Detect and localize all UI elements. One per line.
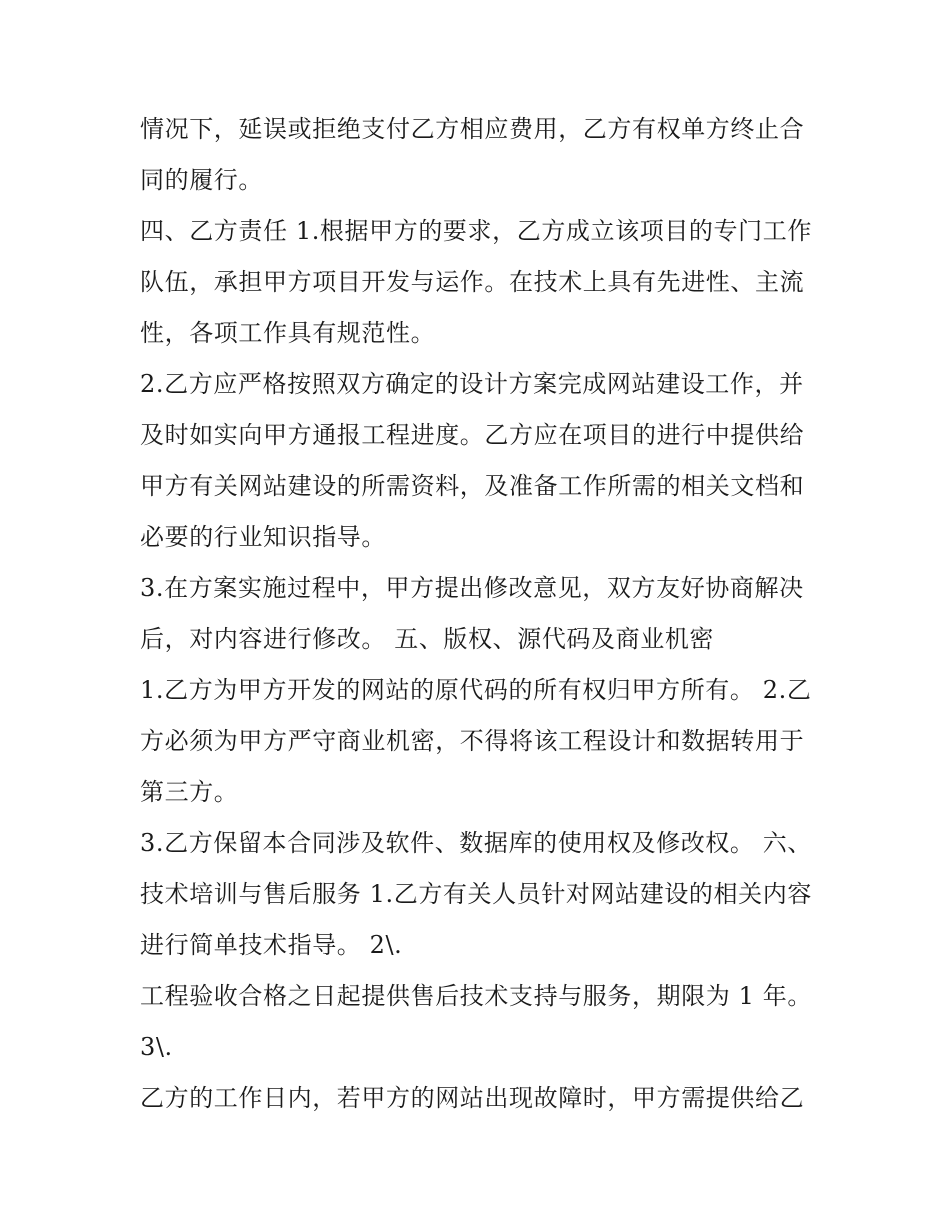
text-line: 性，各项工作具有规范性。 — [140, 319, 436, 347]
text-line: 乙方的工作日内，若甲方的网站出现故障时，甲方需提供给乙 — [140, 1084, 805, 1112]
text-line: 方必须为甲方严守商业机密，不得将该工程设计和数据转用于 — [140, 727, 805, 755]
text-line: 后，对内容进行修改。 五、版权、源代码及商业机密 — [140, 625, 715, 653]
text-line: 情况下，延误或拒绝支付乙方相应费用，乙方有权单方终止合 — [140, 115, 805, 143]
text-line: 3\. — [140, 1033, 173, 1061]
text-line: 队伍，承担甲方项目开发与运作。在技术上具有先进性、主流 — [140, 268, 805, 296]
contract-text-body — [140, 104, 815, 1124]
text-line: 及时如实向甲方通报工程进度。乙方应在项目的进行中提供给 — [140, 421, 805, 449]
text-line: 第三方。 — [140, 778, 239, 806]
text-line: 进行简单技术指导。 2\. — [140, 931, 403, 959]
text-line: 3.在方案实施过程中，甲方提出修改意见，双方友好协商解决 — [140, 574, 804, 602]
text-line: 3.乙方保留本合同涉及软件、数据库的使用权及修改权。 六、 — [140, 829, 812, 857]
text-line: 同的履行。 — [140, 166, 263, 194]
text-line: 工程验收合格之日起提供售后技术支持与服务，期限为 1 年。 — [140, 982, 812, 1010]
text-line: 1.乙方为甲方开发的网站的原代码的所有权归甲方所有。 2.乙 — [140, 676, 812, 704]
text-line: 四、乙方责任 1.根据甲方的要求，乙方成立该项目的专门工作 — [140, 217, 812, 245]
text-line: 技术培训与售后服务 1.乙方有关人员针对网站建设的相关内容 — [140, 880, 812, 908]
text-line: 甲方有关网站建设的所需资料，及准备工作所需的相关文档和 — [140, 472, 805, 500]
text-line: 2.乙方应严格按照双方确定的设计方案完成网站建设工作，并 — [140, 370, 804, 398]
text-line: 必要的行业知识指导。 — [140, 523, 386, 551]
